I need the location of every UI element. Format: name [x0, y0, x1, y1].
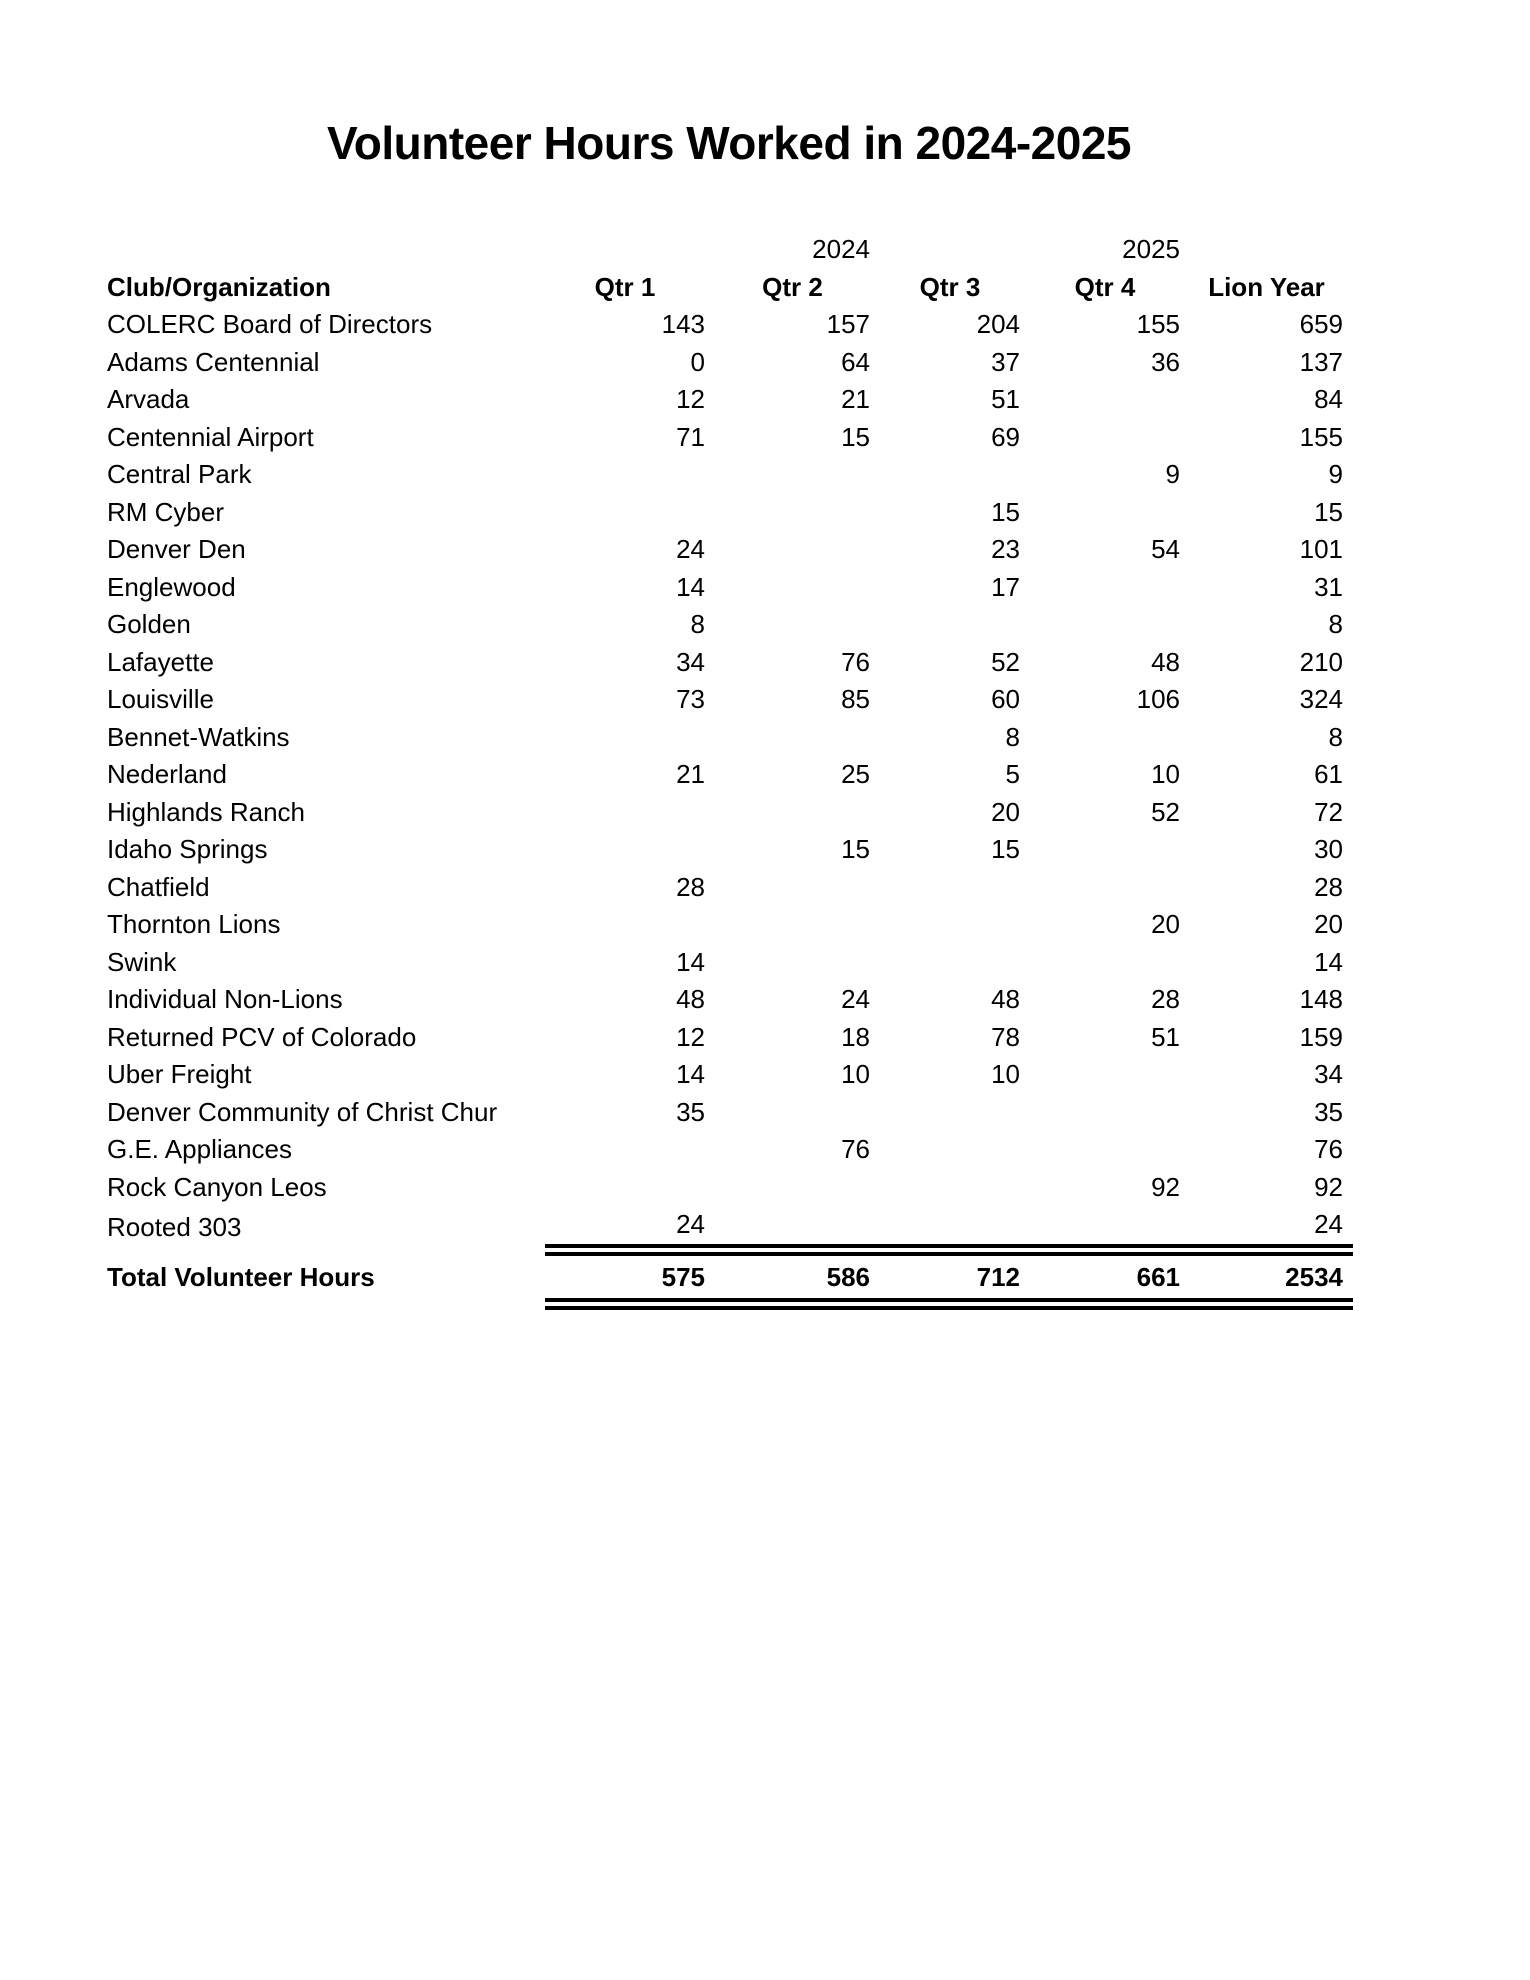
qtr2-value-cell: 64 — [841, 346, 870, 377]
total-lion-year-cell: 2534 — [1190, 1250, 1353, 1304]
table-row — [105, 569, 1353, 607]
qtr2-value-cell: 24 — [841, 984, 870, 1014]
table-row — [105, 1019, 1353, 1057]
year-spacer-left — [105, 231, 545, 269]
table-row — [105, 869, 1353, 907]
qtr2-value-cell — [715, 606, 880, 644]
qtr1-value-cell — [545, 794, 715, 832]
qtr2-value-cell: 10 — [841, 1059, 870, 1089]
lion-year-value-cell: 92 — [1314, 1171, 1343, 1202]
column-header-row — [105, 269, 1353, 307]
lion-year-value-cell: 210 — [1299, 646, 1343, 677]
table-row — [105, 681, 1353, 719]
table-row — [105, 794, 1353, 832]
lion-year-value-cell: 30 — [1314, 834, 1343, 864]
table-row — [105, 944, 1353, 982]
qtr4-value-cell: 155 — [1136, 309, 1180, 339]
qtr2-value-cell: 76 — [841, 1134, 870, 1164]
qtr2-value-cell — [715, 719, 880, 757]
qtr1-value-cell — [545, 831, 715, 869]
club-name-cell: COLERC Board of Directors — [107, 309, 433, 339]
table-row — [105, 1131, 1353, 1169]
qtr1-value-cell — [545, 494, 715, 532]
qtr2-value-cell — [715, 494, 880, 532]
qtr1-value-cell: 34 — [676, 646, 705, 677]
qtr2-value-cell: 15 — [841, 834, 870, 864]
lion-year-value-cell: 15 — [1314, 496, 1343, 527]
table-row — [105, 606, 1353, 644]
qtr3-value-cell: 60 — [991, 684, 1020, 714]
club-name-cell: Central Park — [107, 459, 252, 489]
qtr2-value-cell — [715, 456, 880, 494]
qtr3-value-cell: 15 — [991, 834, 1020, 864]
qtr4-value-cell — [1030, 419, 1190, 457]
table-row — [105, 1056, 1353, 1094]
qtr2-value-cell: 85 — [841, 684, 870, 714]
qtr1-value-cell: 24 — [676, 1209, 705, 1239]
lion-year-value-cell: 148 — [1299, 984, 1343, 1014]
qtr4-value-cell — [1030, 381, 1190, 419]
page-title: Volunteer Hours Worked in 2024-2025 — [327, 117, 1131, 169]
qtr3-value-cell — [880, 944, 1030, 982]
column-header-qtr3: Qtr 3 — [919, 271, 981, 302]
qtr1-value-cell: 35 — [676, 1096, 705, 1127]
qtr3-value-cell: 15 — [991, 496, 1020, 527]
qtr3-value-cell: 37 — [991, 346, 1020, 377]
qtr3-value-cell: 8 — [1005, 721, 1020, 752]
club-name-cell: Lafayette — [107, 646, 214, 677]
lion-year-value-cell: 20 — [1314, 909, 1343, 939]
qtr4-value-cell — [1030, 1206, 1190, 1250]
lion-year-value-cell: 31 — [1314, 571, 1343, 602]
club-name-cell: Returned PCV of Colorado — [107, 1021, 417, 1052]
qtr2-value-cell — [715, 906, 880, 944]
club-name-cell: Swink — [107, 946, 177, 977]
lion-year-value-cell: 34 — [1314, 1059, 1343, 1089]
club-name-cell: G.E. Appliances — [107, 1134, 292, 1164]
qtr2-value-cell — [715, 869, 880, 907]
volunteer-hours-table — [105, 231, 1353, 1310]
qtr3-value-cell: 10 — [991, 1059, 1020, 1089]
club-name-cell: Arvada — [107, 384, 190, 414]
qtr2-value-cell — [715, 569, 880, 607]
qtr4-value-cell — [1030, 944, 1190, 982]
club-name-cell: Nederland — [107, 759, 227, 789]
qtr1-value-cell: 12 — [676, 1021, 705, 1052]
club-name-cell: Adams Centennial — [107, 346, 320, 377]
qtr4-value-cell — [1030, 719, 1190, 757]
qtr4-value-cell: 9 — [1165, 459, 1180, 489]
table-row — [105, 719, 1353, 757]
qtr2-value-cell — [715, 1094, 880, 1132]
qtr4-value-cell: 28 — [1151, 984, 1180, 1014]
lion-year-value-cell: 84 — [1314, 384, 1343, 414]
club-name-cell: RM Cyber — [107, 496, 225, 527]
qtr4-value-cell — [1030, 569, 1190, 607]
qtr3-value-cell: 5 — [1005, 759, 1020, 789]
table-row — [105, 306, 1353, 344]
qtr3-value-cell — [880, 869, 1030, 907]
qtr1-value-cell: 0 — [690, 346, 705, 377]
table-row — [105, 456, 1353, 494]
club-name-cell: Rock Canyon Leos — [107, 1171, 327, 1202]
year-2024-label: 2024 — [812, 234, 870, 264]
table-row — [105, 1169, 1353, 1207]
qtr4-value-cell: 52 — [1151, 796, 1180, 827]
column-header-qtr4: Qtr 4 — [1074, 271, 1136, 302]
qtr2-value-cell: 25 — [841, 759, 870, 789]
club-name-cell: Englewood — [107, 571, 236, 602]
qtr4-value-cell: 106 — [1136, 684, 1180, 714]
qtr4-value-cell — [1030, 1056, 1190, 1094]
table-row — [105, 1206, 1353, 1250]
qtr3-value-cell: 78 — [991, 1021, 1020, 1052]
qtr3-value-cell — [880, 1206, 1030, 1250]
total-label-cell: Total Volunteer Hours — [107, 1261, 375, 1292]
lion-year-value-cell: 8 — [1328, 609, 1343, 639]
lion-year-value-cell: 324 — [1299, 684, 1343, 714]
qtr4-value-cell — [1030, 494, 1190, 532]
qtr1-value-cell — [545, 1131, 715, 1169]
total-qtr3-cell: 712 — [880, 1250, 1030, 1304]
qtr2-value-cell — [715, 794, 880, 832]
qtr2-value-cell: 157 — [826, 309, 870, 339]
qtr1-value-cell: 21 — [676, 759, 705, 789]
qtr1-value-cell: 73 — [676, 684, 705, 714]
qtr1-value-cell: 24 — [676, 534, 705, 564]
qtr4-value-cell — [1030, 831, 1190, 869]
qtr2-value-cell — [715, 1206, 880, 1250]
qtr3-value-cell: 23 — [991, 534, 1020, 564]
qtr3-value-cell: 52 — [991, 646, 1020, 677]
qtr2-value-cell: 15 — [841, 421, 870, 452]
club-name-cell: Bennet-Watkins — [107, 721, 290, 752]
qtr3-value-cell — [880, 606, 1030, 644]
qtr3-value-cell — [880, 906, 1030, 944]
qtr4-value-cell: 10 — [1151, 759, 1180, 789]
qtr4-value-cell — [1030, 869, 1190, 907]
table-row — [105, 906, 1353, 944]
lion-year-value-cell: 101 — [1299, 534, 1343, 564]
lion-year-value-cell: 155 — [1299, 421, 1343, 452]
qtr1-value-cell: 14 — [676, 1059, 705, 1089]
lion-year-value-cell: 659 — [1299, 309, 1343, 339]
club-name-cell: Denver Den — [107, 534, 246, 564]
year-spacer-right — [1190, 231, 1353, 269]
qtr1-value-cell: 8 — [690, 609, 705, 639]
total-qtr1-cell: 575 — [545, 1250, 715, 1304]
total-qtr2-cell: 586 — [715, 1250, 880, 1304]
total-row — [105, 1250, 1353, 1304]
lion-year-value-cell: 24 — [1314, 1209, 1343, 1239]
column-header-lion-year: Lion Year — [1208, 271, 1325, 302]
qtr4-value-cell: 36 — [1151, 346, 1180, 377]
lion-year-value-cell: 9 — [1328, 459, 1343, 489]
club-name-cell: Idaho Springs — [107, 834, 268, 864]
table-row — [105, 981, 1353, 1019]
qtr2-value-cell: 21 — [841, 384, 870, 414]
column-header-qtr1: Qtr 1 — [594, 271, 656, 302]
qtr4-value-cell — [1030, 1094, 1190, 1132]
lion-year-value-cell: 28 — [1314, 871, 1343, 902]
lion-year-value-cell: 8 — [1328, 721, 1343, 752]
qtr4-value-cell: 51 — [1151, 1021, 1180, 1052]
club-name-cell: Highlands Ranch — [107, 796, 306, 827]
lion-year-value-cell: 76 — [1314, 1134, 1343, 1164]
qtr1-value-cell — [545, 456, 715, 494]
qtr1-value-cell: 48 — [676, 984, 705, 1014]
qtr2-value-cell: 18 — [841, 1021, 870, 1052]
club-name-cell: Denver Community of Christ Chur — [107, 1096, 498, 1127]
club-name-cell: Thornton Lions — [107, 909, 281, 939]
club-name-cell: Uber Freight — [107, 1059, 252, 1089]
qtr1-value-cell: 143 — [661, 309, 705, 339]
year-header-row — [105, 231, 1353, 269]
qtr1-value-cell: 12 — [676, 384, 705, 414]
qtr3-value-cell: 204 — [976, 309, 1020, 339]
club-name-cell: Individual Non-Lions — [107, 984, 343, 1014]
qtr4-value-cell — [1030, 1131, 1190, 1169]
total-qtr4-cell: 661 — [1030, 1250, 1190, 1304]
qtr4-value-cell: 54 — [1151, 534, 1180, 564]
qtr3-value-cell: 20 — [991, 796, 1020, 827]
qtr3-value-cell — [880, 456, 1030, 494]
qtr1-value-cell — [545, 1169, 715, 1207]
qtr4-value-cell: 48 — [1151, 646, 1180, 677]
table-row — [105, 756, 1353, 794]
table-row — [105, 381, 1353, 419]
qtr3-value-cell — [880, 1169, 1030, 1207]
qtr4-value-cell: 20 — [1151, 909, 1180, 939]
table-row — [105, 1094, 1353, 1132]
table-row — [105, 831, 1353, 869]
table-body — [105, 306, 1353, 1250]
lion-year-value-cell: 72 — [1314, 796, 1343, 827]
club-name-cell: Centennial Airport — [107, 421, 314, 452]
club-name-cell: Golden — [107, 609, 191, 639]
qtr3-value-cell: 69 — [991, 421, 1020, 452]
qtr3-value-cell — [880, 1131, 1030, 1169]
qtr1-value-cell: 28 — [676, 871, 705, 902]
qtr3-value-cell: 17 — [991, 571, 1020, 602]
table-row — [105, 344, 1353, 382]
table-row — [105, 644, 1353, 682]
qtr1-value-cell — [545, 906, 715, 944]
qtr1-value-cell — [545, 719, 715, 757]
qtr3-value-cell: 48 — [991, 984, 1020, 1014]
lion-year-value-cell: 61 — [1314, 759, 1343, 789]
qtr2-value-cell — [715, 944, 880, 982]
lion-year-value-cell: 35 — [1314, 1096, 1343, 1127]
club-name-cell: Louisville — [107, 684, 214, 714]
year-2025-label: 2025 — [1122, 234, 1180, 264]
qtr4-value-cell: 92 — [1151, 1171, 1180, 1202]
qtr4-value-cell — [1030, 606, 1190, 644]
lion-year-value-cell: 14 — [1314, 946, 1343, 977]
table-row — [105, 419, 1353, 457]
table-row — [105, 494, 1353, 532]
club-name-cell: Rooted 303 — [107, 1212, 242, 1242]
qtr3-value-cell — [880, 1094, 1030, 1132]
column-header-club: Club/Organization — [107, 271, 331, 302]
qtr2-value-cell — [715, 531, 880, 569]
lion-year-value-cell: 159 — [1299, 1021, 1343, 1052]
table-row — [105, 531, 1353, 569]
qtr1-value-cell: 71 — [676, 421, 705, 452]
qtr1-value-cell: 14 — [676, 946, 705, 977]
qtr2-value-cell: 76 — [841, 646, 870, 677]
lion-year-value-cell: 137 — [1299, 346, 1343, 377]
qtr2-value-cell — [715, 1169, 880, 1207]
column-header-qtr2: Qtr 2 — [762, 271, 823, 302]
club-name-cell: Chatfield — [107, 871, 210, 902]
qtr1-value-cell: 14 — [676, 571, 705, 602]
qtr3-value-cell: 51 — [991, 384, 1020, 414]
